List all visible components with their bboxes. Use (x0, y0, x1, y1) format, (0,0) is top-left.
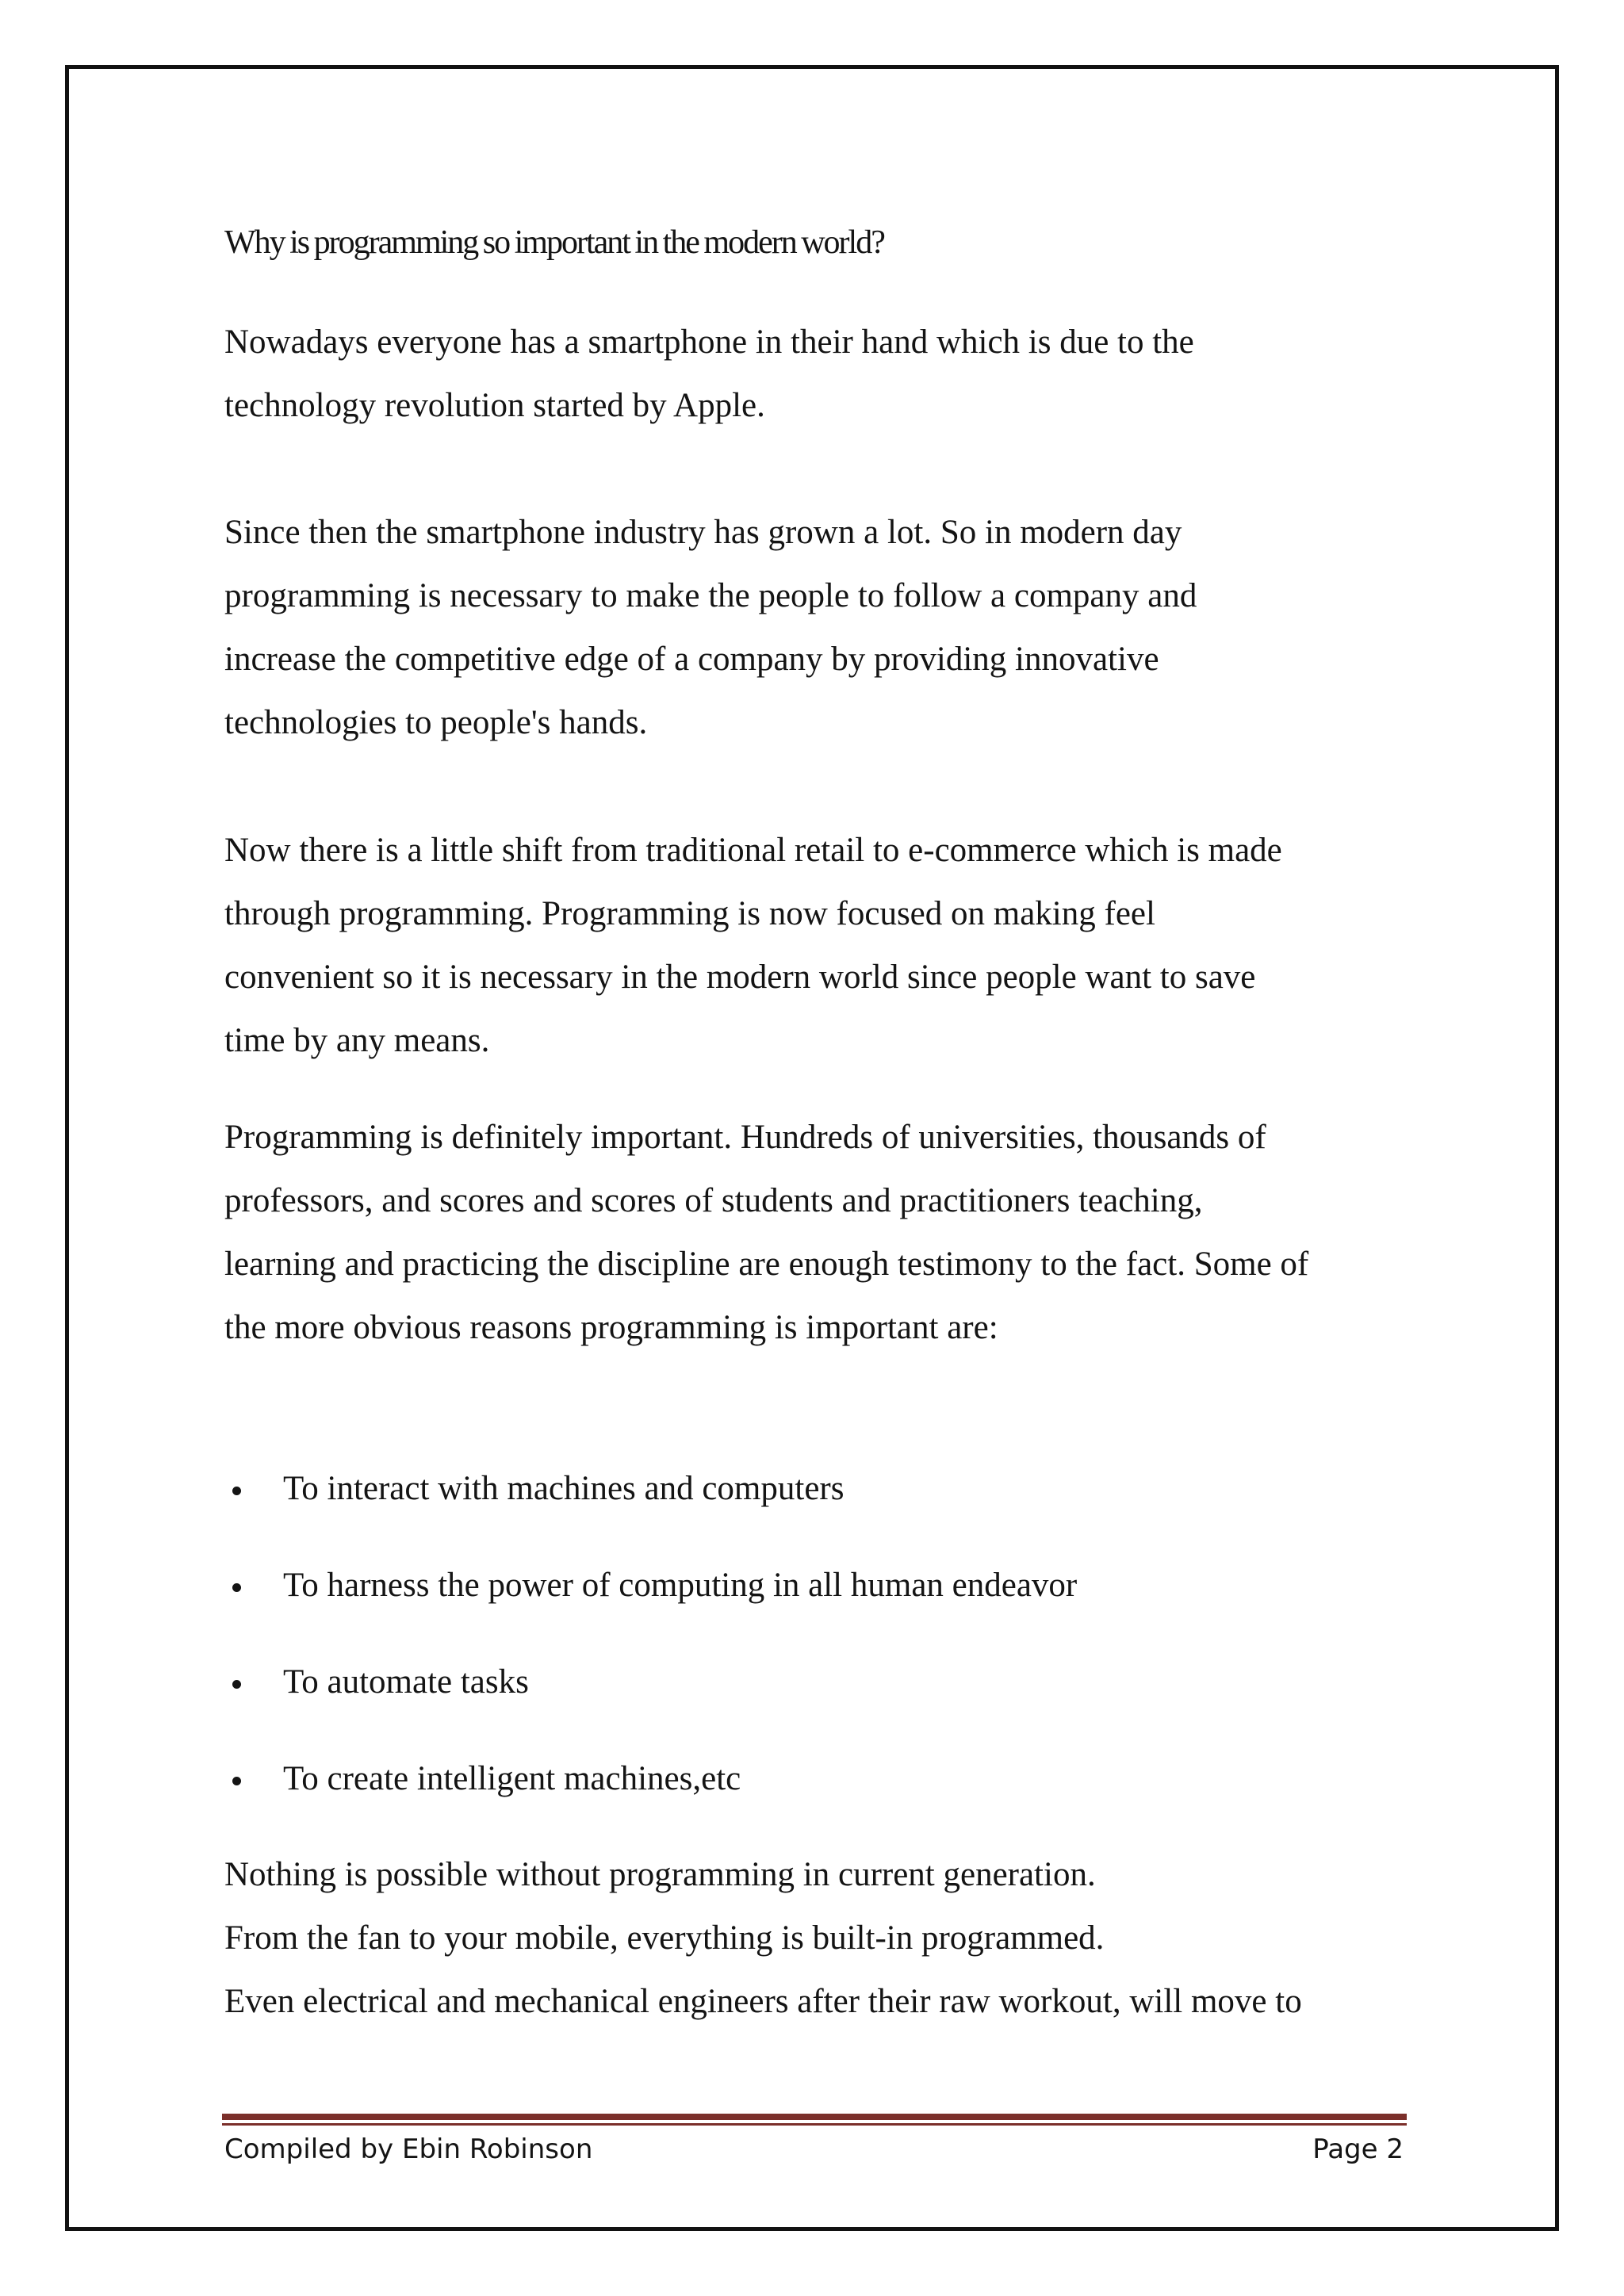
text-line: Since then the smartphone industry has grown a lot. So in modern day (224, 514, 1182, 551)
text-line: Nothing is possible without programming in current generation. (224, 1856, 1096, 1893)
text-line: the more obvious reasons programming is important are: (224, 1309, 998, 1346)
paragraph-smartphone (224, 311, 1414, 438)
text-line: Now there is a little shift from traditional retail to e-commerce which is made (224, 832, 1282, 869)
list-item (224, 1747, 1077, 1844)
text-line: increase the competitive edge of a company by providing innovative (224, 641, 1159, 678)
page-number: Page 2 (1312, 2133, 1404, 2165)
bullet-icon (232, 1777, 241, 1785)
list-item-text: To interact with machines and computers (283, 1470, 845, 1507)
section-heading: Why is programming so important in the modern world? (224, 224, 884, 261)
text-line: Even electrical and mechanical engineers after their raw workout, will move to (224, 1983, 1302, 2020)
list-item-text: To automate tasks (283, 1663, 529, 1701)
bullet-icon (232, 1487, 241, 1495)
footer-author: Compiled by Ebin Robinson (224, 2133, 593, 2165)
text-line: programming is necessary to make the people to follow a company and (224, 577, 1197, 614)
text-line: convenient so it is necessary in the modern world since people want to save (224, 959, 1256, 996)
bullet-icon (232, 1680, 241, 1689)
paragraph-industry-growth (224, 501, 1414, 755)
paragraph-importance (224, 1106, 1414, 1360)
list-item-text: To harness the power of computing in all human endeavor (283, 1567, 1078, 1604)
footer-divider-thin (222, 2123, 1407, 2126)
bullet-icon (232, 1583, 241, 1592)
text-line: professors, and scores and scores of students and practitioners teaching, (224, 1182, 1203, 1219)
text-line: learning and practicing the discipline are enough testimony to the fact. Some of (224, 1246, 1309, 1283)
footer-divider (222, 2114, 1407, 2120)
list-item (224, 1651, 1077, 1747)
text-line: technologies to people's hands. (224, 704, 648, 741)
paragraph-ecommerce (224, 819, 1414, 1073)
reasons-list (224, 1457, 1077, 1844)
text-line: Programming is definitely important. Hundreds of universities, thousands of (224, 1119, 1266, 1156)
list-item-text: To create intelligent machines,etc (283, 1760, 741, 1797)
list-item (224, 1554, 1077, 1651)
list-item (224, 1457, 1077, 1554)
text-line: Nowadays everyone has a smartphone in their hand which is due to the (224, 323, 1194, 361)
text-line: From the fan to your mobile, everything is built-in programmed. (224, 1919, 1105, 1957)
paragraph-closing (224, 1843, 1414, 2034)
text-line: time by any means. (224, 1022, 490, 1059)
text-line: through programming. Programming is now focused on making feel (224, 895, 1155, 932)
text-line: technology revolution started by Apple. (224, 387, 765, 424)
